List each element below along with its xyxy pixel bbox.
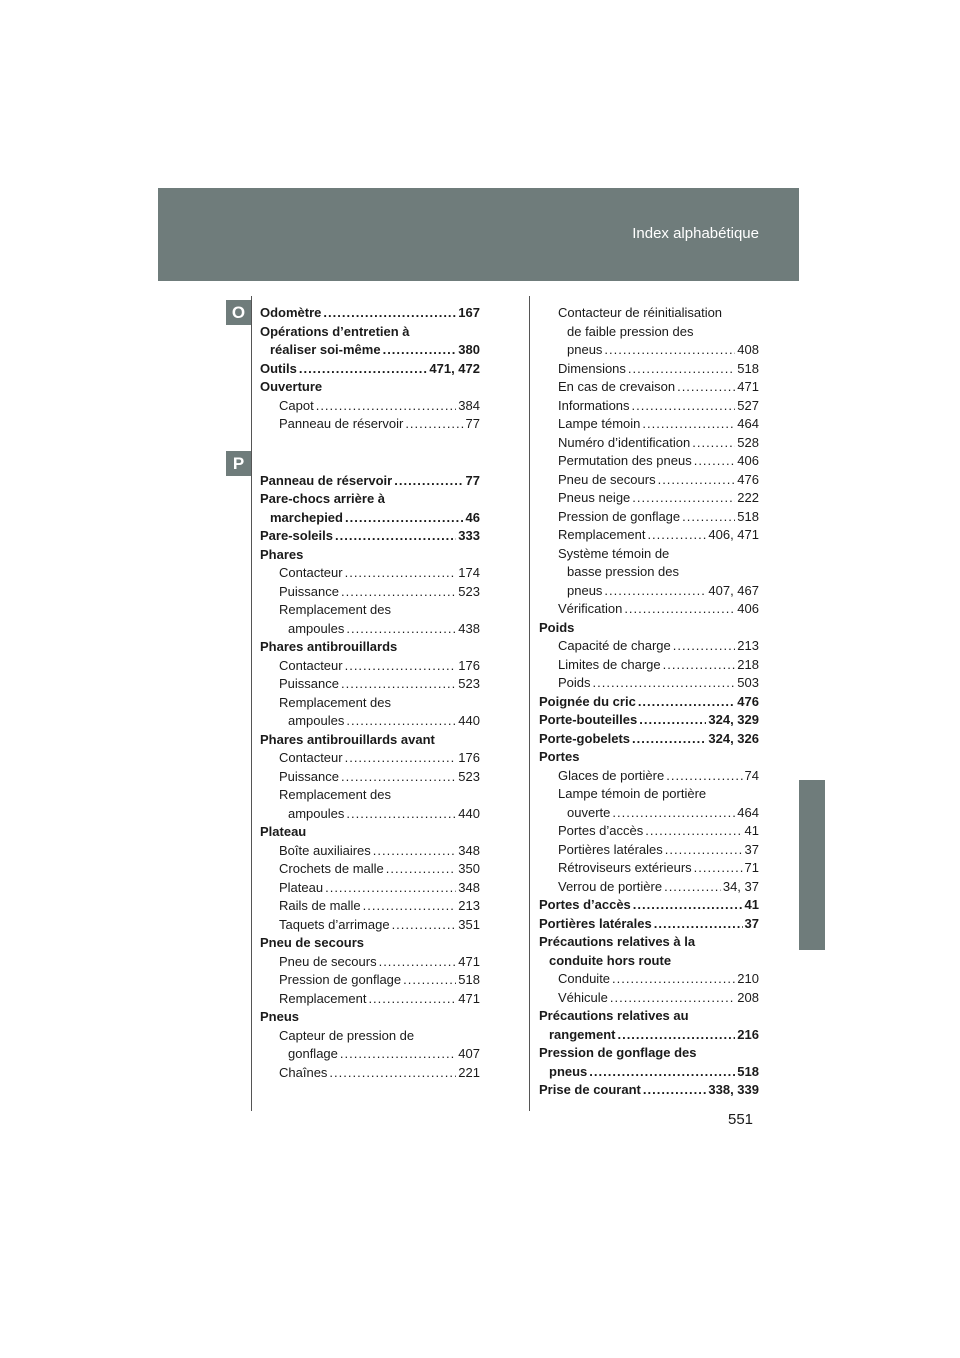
index-subentry: En cas de crevaison ..... 471	[539, 378, 759, 397]
page-title: Index alphabétique	[632, 225, 759, 242]
index-entry-heading: Phares antibrouillards	[260, 639, 398, 654]
index-entry: Odomètre ..... 167	[260, 304, 480, 323]
index-subentry: Véhicule ..... 208	[539, 989, 759, 1008]
index-subentry: Pression de gonflage ..... 518	[260, 971, 480, 990]
index-subentry: Puissance ..... 523	[260, 768, 480, 787]
index-entry: Portes d’accès ..... 41	[539, 896, 759, 915]
index-subentry: ampoules ..... 440	[260, 805, 480, 824]
index-subentry: Remplacement ..... 471	[260, 990, 480, 1009]
index-entry-heading: Phares antibrouillards avant	[260, 731, 435, 747]
index-entry-heading: Poids	[539, 619, 575, 635]
index-subentry: Rétroviseurs extérieurs ..... 71	[539, 859, 759, 878]
index-column-left	[260, 304, 480, 1082]
index-subentry: ampoules ..... 440	[260, 712, 480, 731]
index-entry-heading: Ouverture	[260, 379, 323, 394]
index-entry-heading: Précautions relatives au	[539, 1008, 689, 1023]
index-column-right	[539, 304, 759, 1100]
index-subentry: Contacteur ..... 174	[260, 564, 480, 583]
index-entry: rangement ..... 216	[539, 1026, 759, 1045]
index-entry: Porte-gobelets ..... 324, 326	[539, 730, 759, 749]
index-subentry: Informations ..... 527	[539, 397, 759, 416]
index-subentry: ampoules ..... 438	[260, 620, 480, 639]
index-subentry: Portières latérales ..... 37	[539, 841, 759, 860]
index-subentry: Glaces de portière ..... 74	[539, 767, 759, 786]
section-tab	[799, 780, 825, 950]
index-subentry-line: Capteur de pression de	[279, 1027, 415, 1043]
index-subentry: Dimensions ..... 518	[539, 360, 759, 379]
index-subentry: Poids ..... 503	[539, 674, 759, 693]
index-subentry-line: Système témoin de	[558, 545, 670, 561]
index-subentry-line: de faible pression des	[567, 323, 694, 339]
index-entry-heading: Opérations d’entretien à	[260, 323, 410, 339]
index-subentry: Contacteur ..... 176	[260, 657, 480, 676]
index-subentry: Plateau ..... 348	[260, 879, 480, 898]
index-entry-heading: Portes	[539, 749, 580, 764]
index-entry: Prise de courant ..... 338, 339	[539, 1081, 759, 1100]
index-subentry: Limites de charge ..... 218	[539, 656, 759, 675]
index-subentry-line: Remplacement des	[279, 602, 391, 617]
index-subentry: Taquets d’arrimage ..... 351	[260, 916, 480, 935]
index-subentry: Remplacement ..... 406, 471	[539, 526, 759, 545]
index-entry-heading: Phares	[260, 546, 304, 562]
index-subentry-line: basse pression des	[567, 564, 680, 579]
index-entry: Outils ..... 471, 472	[260, 360, 480, 379]
index-entry-heading: conduite hors route	[549, 952, 672, 968]
index-subentry-line: Contacteur de réinitialisation	[558, 305, 723, 320]
index-subentry: Rails de malle ..... 213	[260, 897, 480, 916]
index-entry-heading: Pression de gonflage des	[539, 1045, 697, 1060]
index-entry: réaliser soi-même ..... 380	[260, 341, 480, 360]
index-entry: Poignée du cric ..... 476	[539, 693, 759, 712]
index-subentry: gonflage ..... 407	[260, 1045, 480, 1064]
index-subentry: Conduite ..... 210	[539, 970, 759, 989]
index-entry: pneus ..... 518	[539, 1063, 759, 1082]
index-subentry: Pneu de secours ..... 476	[539, 471, 759, 490]
column-divider	[529, 296, 530, 1111]
index-subentry: Boîte auxiliaires ..... 348	[260, 842, 480, 861]
index-subentry: Puissance ..... 523	[260, 583, 480, 602]
index-subentry: Pneu de secours ..... 471	[260, 953, 480, 972]
column-divider	[251, 296, 252, 1111]
index-entry-heading: Pare-chocs arrière à	[260, 491, 386, 506]
index-entry-heading: Précautions relatives à la	[539, 934, 696, 949]
index-subentry: Capacité de charge ..... 213	[539, 637, 759, 656]
index-subentry: Contacteur ..... 176	[260, 749, 480, 768]
letter-heading-p: P	[226, 451, 251, 476]
index-entry: marchepied ..... 46	[260, 509, 480, 528]
index-entry-heading: Pneu de secours	[260, 935, 365, 950]
index-entry: Panneau de réservoir ..... 77	[260, 472, 480, 491]
page-number: 551	[728, 1111, 754, 1128]
index-subentry-line: Remplacement des	[279, 694, 391, 710]
index-subentry: Verrou de portière ..... 34, 37	[539, 878, 759, 897]
index-subentry: Chaînes ..... 221	[260, 1064, 480, 1083]
index-entry-heading: Plateau	[260, 824, 307, 839]
index-subentry: ouverte ..... 464	[539, 804, 759, 823]
index-entry: Porte-bouteilles ..... 324, 329	[539, 711, 759, 730]
index-subentry: pneus ..... 408	[539, 341, 759, 360]
index-subentry: Panneau de réservoir ..... 77	[260, 415, 480, 434]
index-subentry: Portes d’accès ..... 41	[539, 822, 759, 841]
index-subentry: pneus ..... 407, 467	[539, 582, 759, 601]
index-subentry: Vérification ..... 406	[539, 600, 759, 619]
index-subentry: Pneus neige ..... 222	[539, 489, 759, 508]
header-bar	[158, 188, 799, 281]
index-subentry: Permutation des pneus ..... 406	[539, 452, 759, 471]
index-subentry-line: Lampe témoin de portière	[558, 786, 707, 801]
index-entry: Portières latérales ..... 37	[539, 915, 759, 934]
index-entry: Pare-soleils ..... 333	[260, 527, 480, 546]
index-subentry: Capot ..... 384	[260, 397, 480, 416]
index-subentry: Pression de gonflage ..... 518	[539, 508, 759, 527]
index-subentry: Numéro d’identification ..... 528	[539, 434, 759, 453]
index-subentry: Puissance ..... 523	[260, 675, 480, 694]
index-entry-heading: Pneus	[260, 1009, 300, 1024]
letter-heading-o: O	[226, 300, 251, 325]
index-subentry: Crochets de malle ..... 350	[260, 860, 480, 879]
index-subentry: Lampe témoin ..... 464	[539, 415, 759, 434]
index-subentry-line: Remplacement des	[279, 787, 391, 802]
